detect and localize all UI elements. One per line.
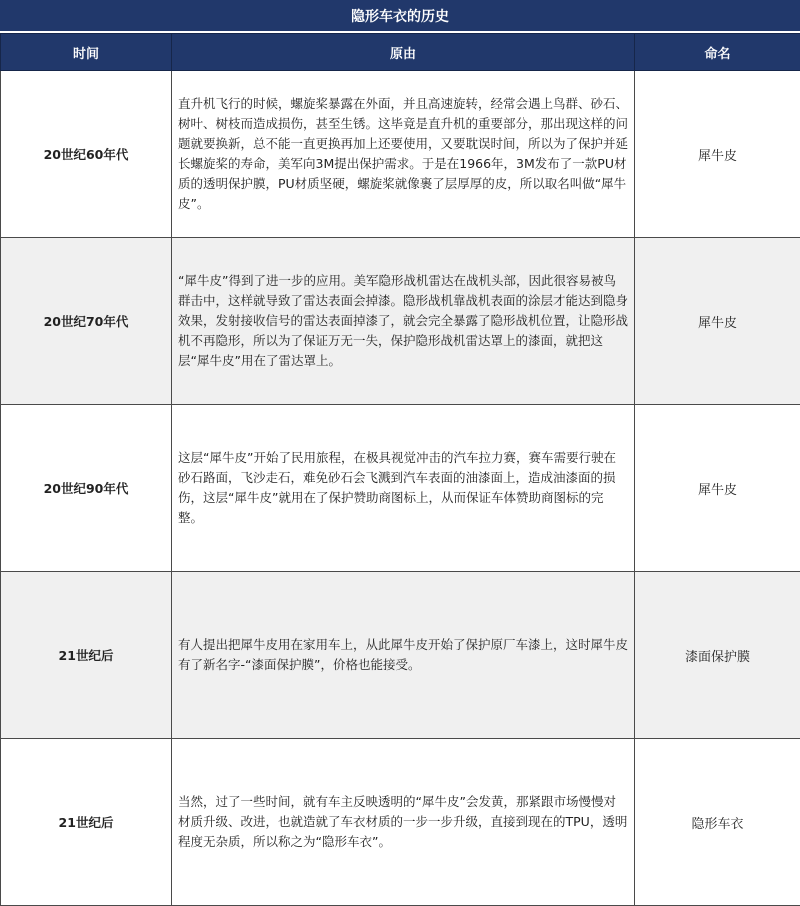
cell-reason: “犀牛皮”得到了进一步的应用。美军隐形战机雷达在战机头部，因此很容易被鸟群击中，这样就导致了雷达表面会掉漆。隐形战机靠战机表面的涂层才能达到隐身效果，发射接收信号的雷达表面掉漆了，就会完全暴露了隐形战机位置，让隐形战机不再隐形，所以为了保证万无一失，保护隐形战机雷达罩上的漆面，就把这层“犀牛皮”用在了雷达罩上。 [172, 238, 635, 405]
cell-reason: 直升机飞行的时候，螺旋桨暴露在外面，并且高速旋转，经常会遇上鸟群、砂石、树叶、树枝而造成损伤，甚至生锈。这毕竟是直升机的重要部分，那出现这样的问题就要换新，总不能一直更换再加上还要使用，又要耽误时间，所以为了保护并延长螺旋桨的寿命，美军向3M提出保护需求。于是在1966年，3M发布了一款PU材质的透明保护膜，PU材质坚硬，螺旋桨就像裹了层厚厚的皮，所以取名叫做“犀牛皮”。 [172, 71, 635, 238]
header-reason: 原由 [172, 34, 635, 71]
cell-time: 20世纪70年代 [1, 238, 172, 405]
header-row [1, 34, 800, 71]
cell-name: 犀牛皮 [635, 238, 800, 405]
table-row [1, 405, 800, 572]
header-time: 时间 [1, 34, 172, 71]
cell-name: 犀牛皮 [635, 71, 800, 238]
cell-reason: 当然，过了一些时间，就有车主反映透明的“犀牛皮”会发黄，那紧跟市场慢慢对材质升级、改进，也就造就了车衣材质的一步一步升级，直接到现在的TPU，透明程度无杂质，所以称之为“隐形车衣”。 [172, 739, 635, 906]
cell-name: 犀牛皮 [635, 405, 800, 572]
table-row [1, 739, 800, 906]
history-table [0, 33, 800, 906]
cell-name: 隐形车衣 [635, 739, 800, 906]
cell-time: 21世纪后 [1, 572, 172, 739]
cell-reason: 有人提出把犀牛皮用在家用车上，从此犀牛皮开始了保护原厂车漆上，这时犀牛皮有了新名字-“漆面保护膜”，价格也能接受。 [172, 572, 635, 739]
cell-time: 20世纪60年代 [1, 71, 172, 238]
table-row [1, 572, 800, 739]
sheet-title: 隐形车衣的历史 [0, 0, 800, 33]
table-row [1, 238, 800, 405]
table-row [1, 71, 800, 238]
header-name: 命名 [635, 34, 800, 71]
cell-name: 漆面保护膜 [635, 572, 800, 739]
cell-time: 21世纪后 [1, 739, 172, 906]
cell-reason: 这层“犀牛皮”开始了民用旅程，在极具视觉冲击的汽车拉力赛，赛车需要行驶在砂石路面，飞沙走石，难免砂石会飞溅到汽车表面的油漆面上，造成油漆面的损伤，这层“犀牛皮”就用在了保护赞助商图标上，从而保证车体赞助商图标的完整。 [172, 405, 635, 572]
cell-time: 20世纪90年代 [1, 405, 172, 572]
